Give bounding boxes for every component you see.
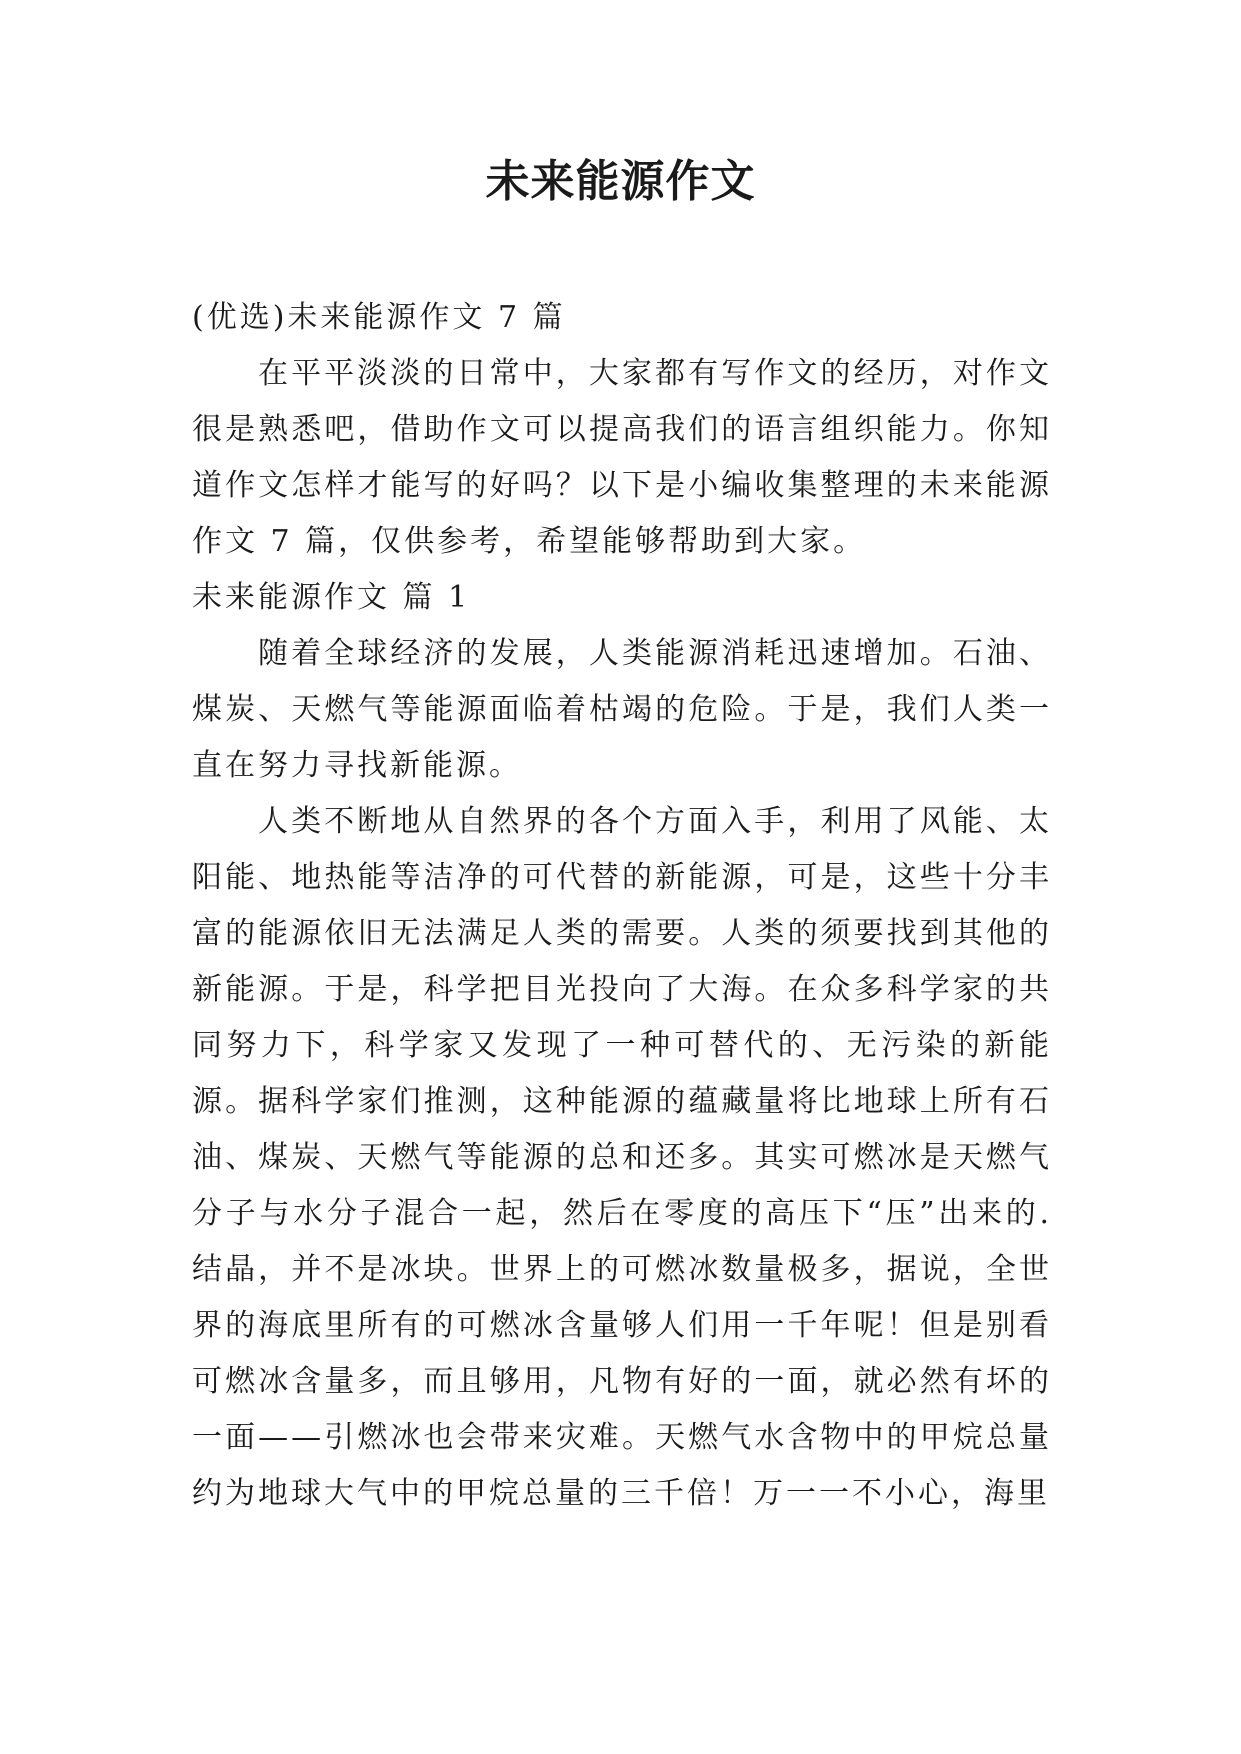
document-subtitle: (优选)未来能源作文 7 篇 <box>192 300 566 335</box>
document-title: 未来能源作文 <box>485 156 756 207</box>
section-heading: 未来能源作文 篇 1 <box>192 580 471 615</box>
body-paragraph: 人类不断地从自然界的各个方面入手，利用了风能、太阳能、地热能等洁净的可代替的新能源，可是，这些十分丰富的能源依旧无法满足人类的需要。人类的须要找到其他的新能源。于是，科学把目光投向了大海。在众多科学家的共同努力下，科学家又发现了一种可替代的、无污染的新能源。据科学家们推测，这种能源的蕴藏量将比地球上所有石油、煤炭、天燃气等能源的总和还多。其实可燃冰是天燃气分子与水分子混合一起，然后在零度的高压下“压”出来的.结晶，并不是冰块。世界上的可燃冰数量极多，据说，全世界的海底里所有的可燃冰含量够人们用一千年呢！但是别看可燃冰含量多，而且够用，凡物有好的一面，就必然有坏的一面——引燃冰也会带来灾难。天燃气水含物中的甲烷总量约为地球大气中的甲烷总量的三千倍！万一一不小心，海里 <box>192 804 1052 1511</box>
intro-paragraph: 在平平淡淡的日常中，大家都有写作文的经历，对作文很是熟悉吧，借助作文可以提高我们的语言组织能力。你知道作文怎样才能写的好吗？以下是小编收集整理的未来能源作文 7 篇，仅供参考，希望能够帮助到大家。 <box>192 356 1052 559</box>
body-paragraph: 随着全球经济的发展，人类能源消耗迅速增加。石油、煤炭、天燃气等能源面临着枯竭的危险。于是，我们人类一直在努力寻找新能源。 <box>192 636 1052 783</box>
document-body <box>192 290 1052 1522</box>
